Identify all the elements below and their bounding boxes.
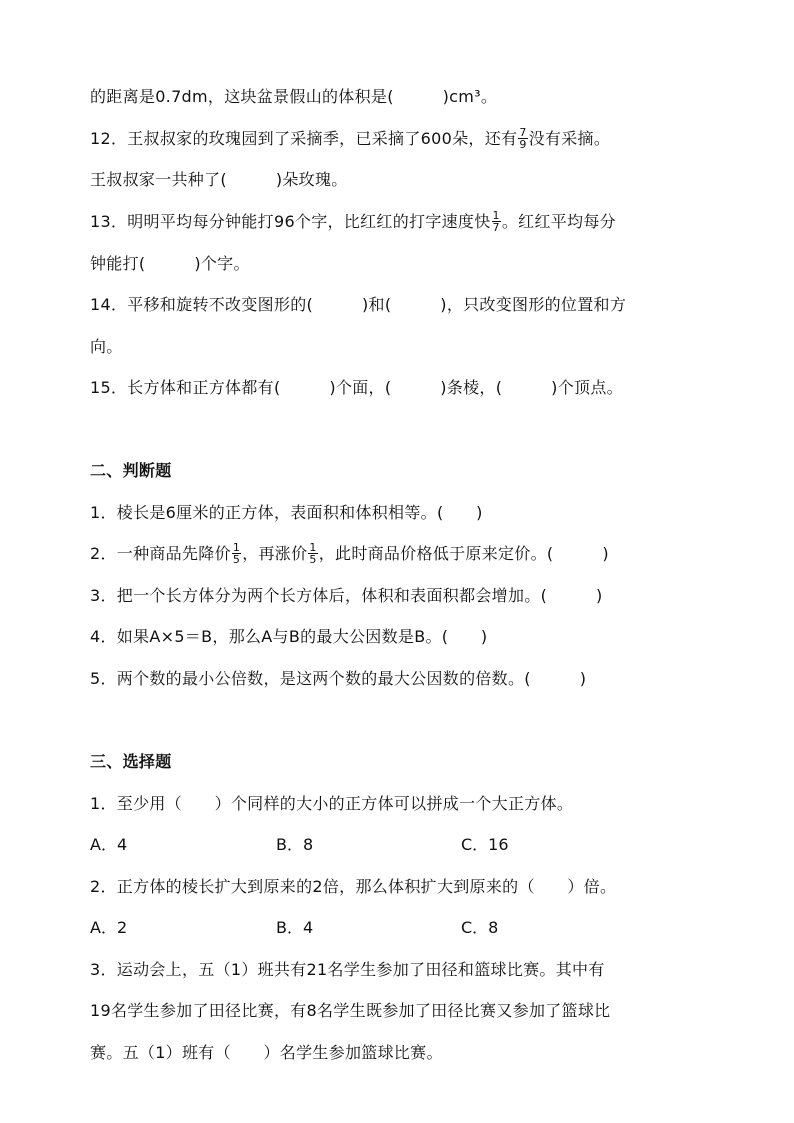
- choice-2-option-c: C．8: [461, 918, 499, 937]
- choice-1-option-a: A．4: [90, 835, 128, 854]
- choice-2-option-b: B．4: [276, 918, 314, 937]
- choice-question-3-line-3: 赛。五（1）班有（ ）名学生参加篮球比赛。: [90, 1043, 443, 1062]
- judge-question-3: 3．把一个长方体分为两个长方体后，体积和表面积都会增加。( ): [90, 586, 603, 605]
- choice-1-option-c: C．16: [461, 835, 509, 854]
- choice-question-3: 3．运动会上，五（1）班共有21名学生参加了田径和篮球比赛。其中有: [90, 960, 605, 979]
- fraction-denominator: 9: [519, 138, 527, 151]
- question-13-text-before: 13．明明平均每分钟能打96个字，比红红的打字速度快: [90, 212, 491, 231]
- fraction-denominator: 5: [232, 553, 241, 566]
- question-13-line-2: 钟能打( )个字。: [90, 254, 250, 273]
- fraction-numerator: 1: [232, 541, 241, 554]
- fraction-numerator: 1: [492, 209, 500, 222]
- judge-question-2-part-b: ，再涨价: [242, 544, 308, 563]
- section-2-heading: 二、判断题: [90, 461, 172, 480]
- fraction: [518, 127, 527, 150]
- judge-question-1: 1．棱长是6厘米的正方体，表面积和体积相等。( ): [90, 503, 483, 522]
- judge-question-2: [90, 543, 609, 566]
- choice-question-1: 1．至少用（ ）个同样的大小的正方体可以拼成一个大正方体。: [90, 794, 574, 813]
- question-14: 14．平移和旋转不改变图形的( )和( )，只改变图形的位置和方: [90, 295, 627, 314]
- fraction-denominator: 5: [309, 553, 317, 566]
- fraction: [492, 210, 501, 233]
- fraction-denominator: 7: [492, 221, 500, 234]
- fraction-numerator: 1: [309, 541, 317, 554]
- question-12-line-2: 王叔叔家一共种了( )朵玫瑰。: [90, 170, 348, 189]
- section-3-heading: 三、选择题: [90, 752, 172, 771]
- choice-question-2: 2．正方体的棱长扩大到原来的2倍，那么体积扩大到原来的（ ）倍。: [90, 877, 617, 896]
- question-15: 15．长方体和正方体都有( )个面，( )条棱，( )个顶点。: [90, 378, 623, 397]
- question-12: [90, 128, 610, 151]
- question-14-line-2: 向。: [90, 337, 123, 356]
- choice-1-option-b: B．8: [276, 835, 314, 854]
- question-12-text-before: 12．王叔叔家的玫瑰园到了采摘季，已采摘了600朵，还有: [90, 129, 518, 148]
- judge-question-2-part-c: ，此时商品价格低于原来定价。( ): [318, 544, 609, 563]
- choice-2-option-a: A．2: [90, 918, 128, 937]
- question-13-text-after: 。红红平均每分: [501, 212, 616, 231]
- judge-question-4: 4．如果A×5＝B，那么A与B的最大公因数是B。( ): [90, 627, 488, 646]
- fraction: [308, 542, 317, 565]
- judge-question-2-part-a: 2．一种商品先降价: [90, 544, 231, 563]
- fraction: [232, 542, 241, 565]
- choice-question-3-line-2: 19名学生参加了田径比赛，有8名学生既参加了田径比赛又参加了篮球比: [90, 1001, 611, 1020]
- fraction-numerator: 7: [519, 126, 527, 139]
- question-11-continuation: 的距离是0.7dm，这块盆景假山的体积是( )cm³。: [90, 87, 498, 106]
- judge-question-5: 5．两个数的最小公倍数，是这两个数的最大公因数的倍数。( ): [90, 669, 587, 688]
- question-12-text-after: 没有采摘。: [528, 129, 611, 148]
- question-13: [90, 211, 616, 234]
